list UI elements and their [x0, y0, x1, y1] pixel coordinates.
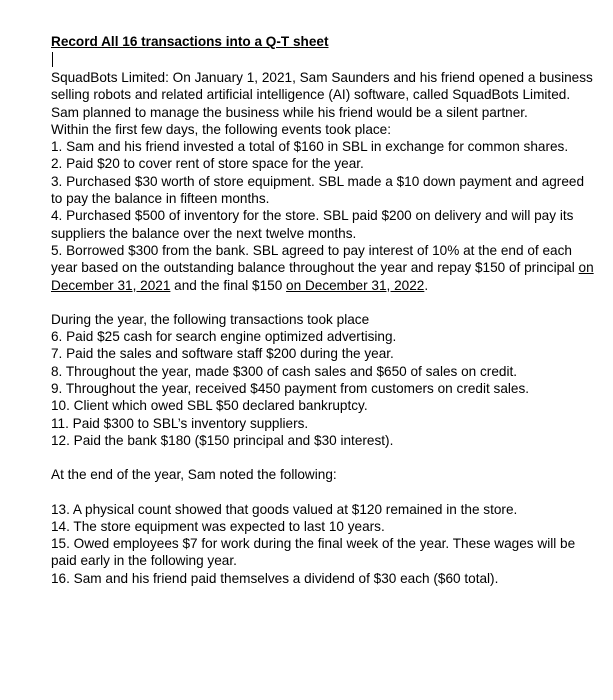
- transaction-item-8: 8. Throughout the year, made $300 of cash sales and $650 of sales on credit.: [51, 363, 518, 379]
- intro-paragraph: SquadBots Limited: On January 1, 2021, Sam Saunders and his friend opened a business selling robots and related artificial intelligence (AI) software, called SquadBots Limited. Sam planned to manage the business while his friend would be a silent partner.: [51, 70, 593, 120]
- document-body: [51, 33, 599, 587]
- transaction-item-13: 13. A physical count showed that goods valued at $120 remained in the store.: [51, 501, 518, 517]
- first-days-heading: Within the first few days, the following events took place:: [51, 121, 392, 137]
- transaction-item-9: 9. Throughout the year, received $450 payment from customers on credit sales.: [51, 381, 530, 397]
- item5-text-a: 5. Borrowed $300 from the bank. SBL agreed to pay interest of 10% at the end of each year based on the outstanding balance throughout the year and repay $150 of principal: [51, 242, 579, 276]
- spacer: [51, 294, 599, 311]
- document-title: Record All 16 transactions into a Q-T sheet: [51, 34, 329, 49]
- spacer: [51, 484, 599, 501]
- transaction-item-4: 4. Purchased $500 of inventory for the store. SBL paid $200 on delivery and will pay its suppliers the balance over the next twelve months.: [51, 208, 574, 241]
- item5-text-c: .: [424, 277, 429, 293]
- transaction-item-2: 2. Paid $20 to cover rent of store space for the year.: [51, 156, 364, 172]
- transaction-item-15: 15. Owed employees $7 for work during the final week of the year. These wages will be paid early in the following year.: [51, 536, 576, 569]
- transaction-item-6: 6. Paid $25 cash for search engine optimized advertising.: [51, 329, 397, 345]
- during-year-heading: During the year, the following transactions took place: [51, 311, 370, 327]
- text-cursor[interactable]: [52, 52, 53, 67]
- transaction-item-16: 16. Sam and his friend paid themselves a dividend of $30 each ($60 total).: [51, 570, 499, 586]
- item5-text-b: and the final $150: [170, 277, 287, 293]
- transaction-item-14: 14. The store equipment was expected to last 10 years.: [51, 518, 385, 534]
- transaction-item-1: 1. Sam and his friend invested a total of $160 in SBL in exchange for common shares.: [51, 139, 569, 155]
- transaction-item-11: 11. Paid $300 to SBL’s inventory suppliers.: [51, 415, 309, 431]
- spacer: [51, 449, 599, 466]
- transaction-item-3: 3. Purchased $30 worth of store equipment. SBL made a $10 down payment and agreed to pay the balance in fifteen months.: [51, 173, 585, 207]
- date-link-2021[interactable]: on December 31, 2021: [51, 260, 594, 293]
- date-link-2022[interactable]: on December 31, 2022: [286, 277, 425, 293]
- year-end-heading: At the end of the year, Sam noted the following:: [51, 467, 337, 483]
- transaction-item-12: 12. Paid the bank $180 ($150 principal and $30 interest).: [51, 432, 394, 448]
- transaction-item-7: 7. Paid the sales and software staff $200 during the year.: [51, 346, 394, 362]
- transaction-item-5: [51, 242, 599, 294]
- transaction-item-10: 10. Client which owed SBL $50 declared bankruptcy.: [51, 398, 368, 414]
